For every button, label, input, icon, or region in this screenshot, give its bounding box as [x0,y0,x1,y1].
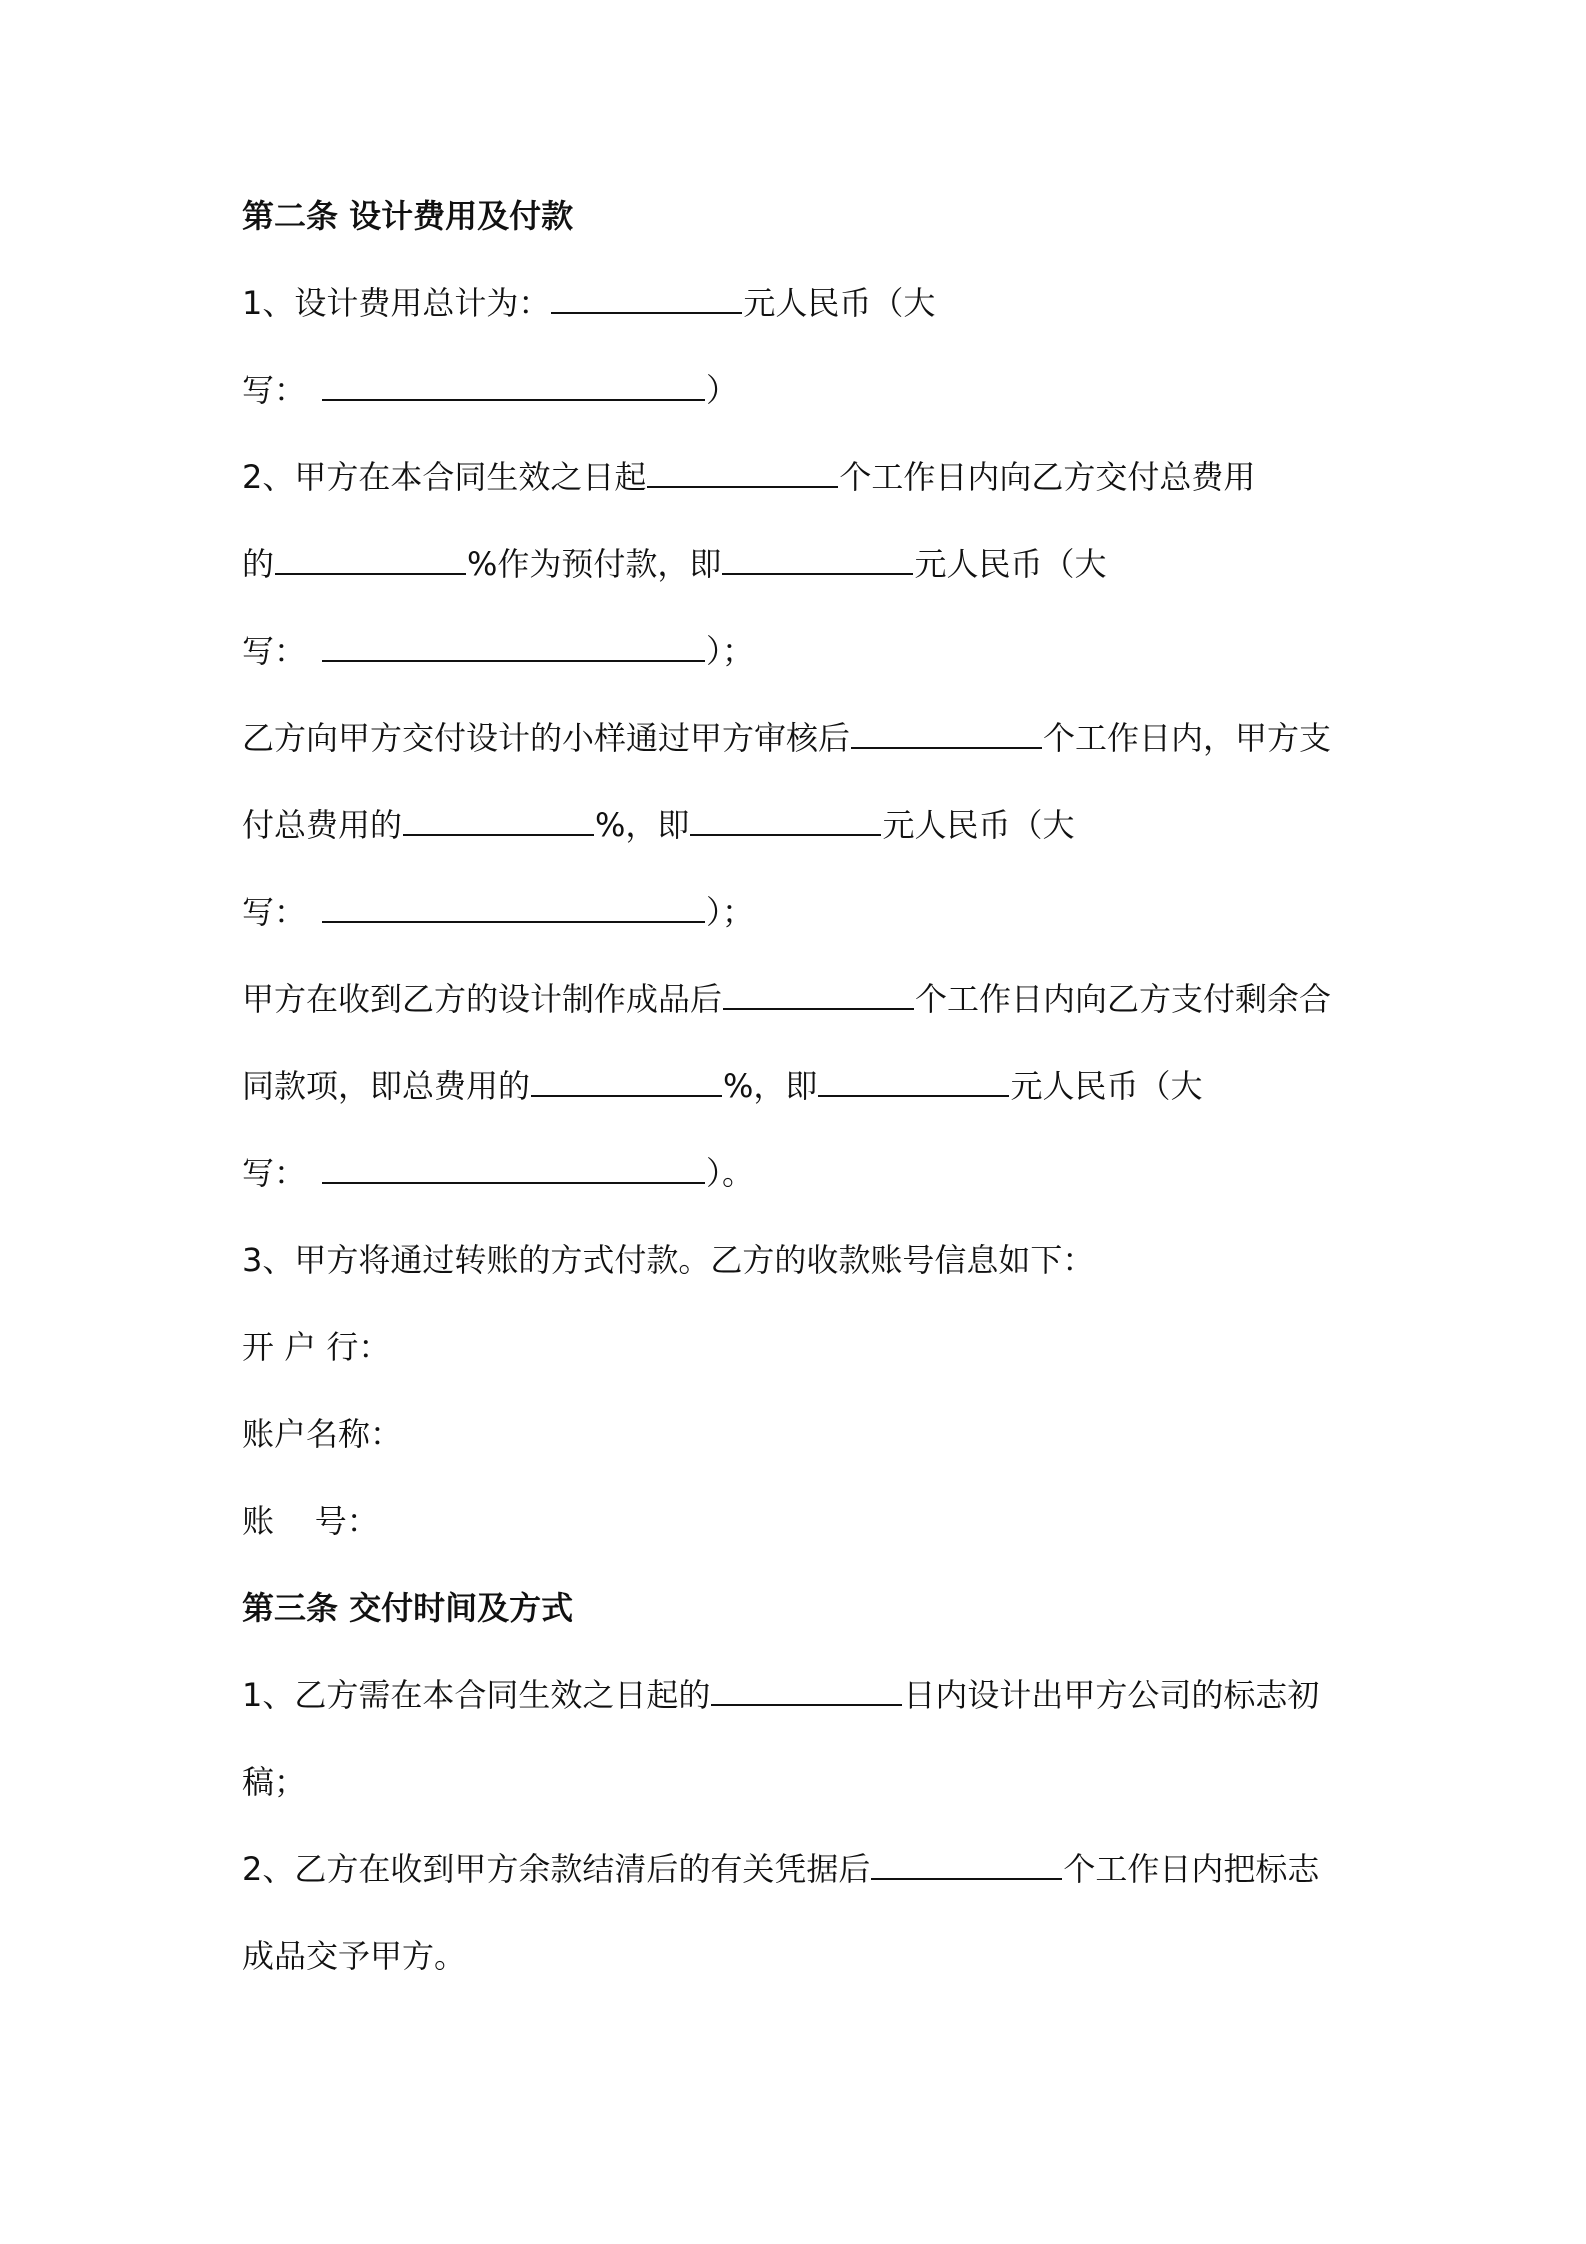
transfer-info-line: 3、甲方将通过转账的方式付款。乙方的收款账号信息如下： [242,1241,1095,1279]
section-3-heading: 第三条 交付时间及方式 [242,1589,574,1627]
fee-total-blank[interactable] [551,282,742,314]
final-payment-uppercase-blank[interactable] [322,1152,705,1184]
draft-delivery-days-blank[interactable] [711,1674,902,1706]
prepayment-uppercase-blank[interactable] [322,630,705,662]
final-delivery-line: 2、乙方在收到甲方余款结清后的有关凭据后 个工作日内把标志 [242,1850,1320,1888]
final-delivery-days-blank[interactable] [871,1848,1062,1880]
draft-delivery-continuation: 稿； [242,1763,307,1801]
prepayment-percent-blank[interactable] [275,543,466,575]
second-payment-percent-blank[interactable] [403,804,594,836]
final-payment-amount-blank[interactable] [818,1065,1009,1097]
prepayment-amount-blank[interactable] [722,543,913,575]
draft-delivery-line: 1、乙方需在本合同生效之日起的 日内设计出甲方公司的标志初 [242,1676,1320,1714]
second-payment-uppercase-blank[interactable] [322,891,705,923]
section-2-heading: 第二条 设计费用及付款 [242,197,574,235]
fee-total-uppercase-line: 写： ） [242,371,739,409]
final-delivery-continuation: 成品交予甲方。 [242,1937,467,1975]
bank-name-label: 开 户 行： [242,1328,391,1366]
sample-approval-line: 乙方向甲方交付设计的小样通过甲方审核后 个工作日内，甲方支 [242,719,1332,757]
fee-total-uppercase-blank[interactable] [322,369,705,401]
final-payment-days-blank[interactable] [723,978,914,1010]
second-payment-line: 付总费用的 %，即 元人民币（大 [242,806,1075,844]
prepayment-days-blank[interactable] [647,456,838,488]
prepayment-percent-line: 的 %作为预付款，即 元人民币（大 [242,545,1107,583]
second-payment-amount-blank[interactable] [690,804,881,836]
final-payment-line: 同款项，即总费用的 %，即 元人民币（大 [242,1067,1203,1105]
prepayment-uppercase-line: 写： ）； [242,632,755,670]
second-payment-uppercase-line: 写： ）； [242,893,755,931]
account-number-label: 账 号： [242,1502,379,1540]
account-name-label: 账户名称： [242,1415,403,1453]
final-payment-percent-blank[interactable] [531,1065,722,1097]
fee-total-line: 1、设计费用总计为： 元人民币（大 [242,284,936,322]
final-payment-uppercase-line: 写： ）。 [242,1154,755,1192]
final-payment-days-line: 甲方在收到乙方的设计制作成品后 个工作日内向乙方支付剩余合 [242,980,1332,1018]
sample-approval-days-blank[interactable] [851,717,1042,749]
prepayment-days-line: 2、甲方在本合同生效之日起 个工作日内向乙方交付总费用 [242,458,1256,496]
